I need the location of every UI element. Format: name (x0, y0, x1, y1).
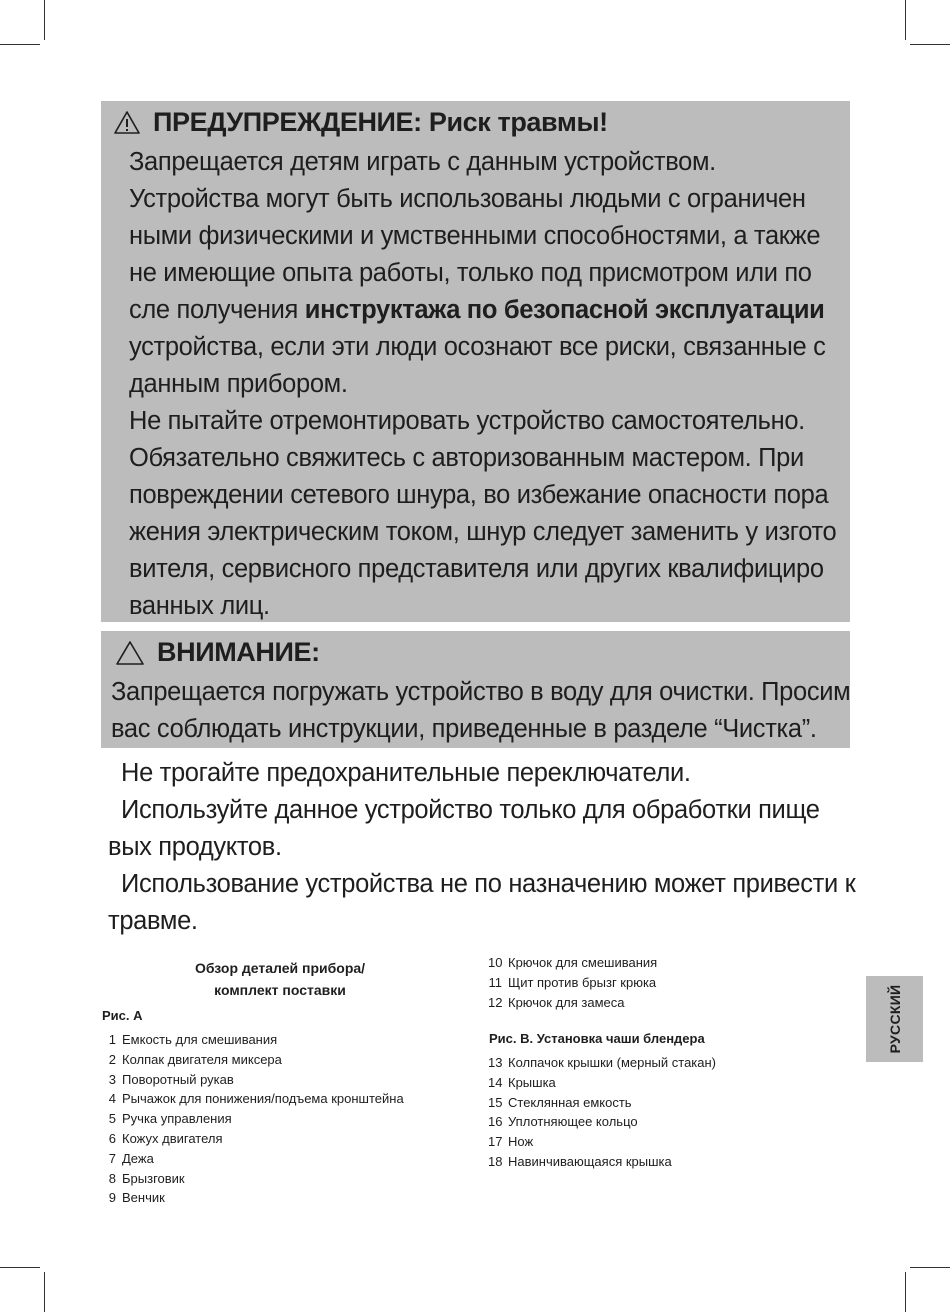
crop-mark (910, 1267, 950, 1268)
item-label: Навинчивающаяся крышка (508, 1153, 672, 1169)
warning-line: жения электрическим током, шнур следует заменить у изгото (129, 518, 837, 546)
warning-line (129, 292, 836, 329)
item-number: 13 (488, 1055, 503, 1070)
item-number: 14 (488, 1074, 503, 1090)
list-item (102, 1188, 404, 1208)
list-item (488, 993, 657, 1013)
warning-title-text: ПРЕДУПРЕЖДЕНИЕ: Риск травмы! (153, 107, 608, 137)
notes-text (108, 755, 856, 940)
item-label: Уплотняющее кольцо (508, 1114, 638, 1130)
item-number: 12 (488, 994, 503, 1010)
warning-line: Устройства могут быть использованы людьми с ограничен (129, 185, 806, 213)
item-number: 4 (108, 1091, 116, 1107)
caution-triangle-icon (115, 640, 145, 666)
item-label: Ручка управления (122, 1111, 232, 1127)
warning-title (113, 107, 608, 138)
list-item (488, 1152, 716, 1172)
item-label: Нож (508, 1134, 534, 1150)
item-label: Дежа (122, 1150, 154, 1166)
warning-line: Обязательно свяжитесь с авторизованным мастером. При (129, 444, 804, 472)
item-number: 18 (488, 1153, 503, 1169)
item-number: 11 (488, 974, 502, 990)
list-item (102, 1089, 404, 1109)
note-line: Не трогайте предохранительные переключатели. (121, 759, 691, 787)
item-label: Колпачок крышки (мерный стакан) (508, 1055, 717, 1070)
item-number: 16 (488, 1114, 503, 1130)
fig-b-label: Рис. B. Установка чаши блендера (489, 1031, 705, 1046)
list-item (102, 1109, 404, 1129)
item-number: 5 (108, 1111, 116, 1127)
list-item (488, 1132, 716, 1152)
list-item (102, 1129, 404, 1149)
warning-line: данным прибором. (129, 370, 348, 398)
list-item (488, 1073, 716, 1093)
language-tab (866, 976, 923, 1062)
item-number: 10 (488, 955, 503, 970)
parts-list-a-continued (488, 953, 657, 1012)
item-label: Емкость для смешивания (122, 1032, 278, 1047)
item-label: Крючок для замеса (508, 994, 625, 1010)
overview-heading-line: комплект поставки (214, 982, 346, 998)
attention-line: вас соблюдать инструкции, приведенные в разделе “Чистка”. (111, 715, 817, 743)
item-label: Колпак двигателя миксера (122, 1051, 282, 1067)
item-number: 9 (108, 1190, 116, 1206)
list-item (488, 953, 657, 973)
item-label: Крючок для смешивания (508, 955, 658, 970)
crop-mark (905, 0, 906, 40)
crop-mark (0, 44, 40, 45)
warning-line-emphasis: инструктажа по безопасной эксплуатации (304, 296, 825, 324)
note-line: Использование устройства не по назначению может привести к (121, 870, 856, 898)
crop-mark (910, 44, 950, 45)
attention-text (111, 674, 850, 748)
item-number: 8 (108, 1170, 116, 1186)
list-item (488, 973, 657, 993)
crop-mark (0, 1267, 40, 1268)
item-number: 17 (488, 1134, 503, 1150)
item-label: Стеклянная емкость (508, 1094, 632, 1110)
item-label: Венчик (122, 1190, 165, 1206)
warning-line: ванных лиц. (129, 592, 270, 620)
item-label: Кожух двигателя (122, 1130, 223, 1146)
item-number: 3 (108, 1071, 116, 1087)
item-label: Щит против брызг крюка (508, 974, 657, 990)
warning-line: повреждении сетевого шнура, во избежание опасности пора (129, 481, 829, 509)
overview-heading (150, 957, 410, 1001)
note-line: Используйте данное устройство только для обработки пище (121, 796, 820, 824)
overview-heading-line: Обзор деталей прибора/ (194, 960, 366, 976)
warning-line-part: сле получения (129, 296, 305, 324)
warning-box (101, 101, 850, 622)
warning-line: Запрещается детям играть с данным устройством. (129, 148, 716, 176)
attention-box (101, 631, 850, 748)
list-item (102, 1149, 404, 1169)
warning-line: устройства, если эти люди осознают все риски, связанные с (129, 333, 826, 361)
item-number: 1 (108, 1032, 116, 1047)
parts-list-b (488, 1053, 716, 1172)
warning-line: вителя, сервисного представителя или других квалифициро (129, 555, 824, 583)
language-tab-label: РУССКИЙ (886, 984, 903, 1054)
item-number: 2 (108, 1051, 116, 1067)
list-item (488, 1053, 716, 1073)
warning-line: не имеющие опыта работы, только под присмотром или по (129, 259, 812, 287)
crop-mark (44, 1272, 45, 1312)
list-item (102, 1030, 404, 1050)
list-item (102, 1070, 404, 1090)
list-item (102, 1169, 404, 1189)
attention-line: Запрещается погружать устройство в воду для очистки. Просим (111, 678, 851, 706)
warning-text (129, 144, 836, 625)
fig-a-label: Рис. A (102, 1008, 143, 1023)
item-number: 6 (108, 1130, 116, 1146)
parts-list-a (102, 1030, 404, 1208)
note-line: травме. (108, 907, 198, 935)
attention-title (115, 637, 320, 668)
item-label: Брызговик (122, 1170, 185, 1186)
list-item (102, 1050, 404, 1070)
warning-triangle-icon (113, 110, 141, 135)
crop-mark (905, 1272, 906, 1312)
warning-line: Не пытайте отремонтировать устройство самостоятельно. (129, 407, 805, 435)
item-number: 15 (488, 1094, 503, 1110)
note-line: вых продуктов. (108, 833, 282, 861)
attention-title-text: ВНИМАНИЕ: (157, 637, 320, 667)
warning-line: ными физическими и умственными способностями, а также (129, 222, 821, 250)
item-number: 7 (108, 1150, 116, 1166)
list-item (488, 1112, 716, 1132)
item-label: Крышка (508, 1074, 556, 1090)
item-label: Поворотный рукав (122, 1071, 234, 1087)
crop-mark (44, 0, 45, 40)
item-label: Рычажок для понижения/подъема кронштейна (122, 1091, 404, 1107)
list-item (488, 1093, 716, 1113)
